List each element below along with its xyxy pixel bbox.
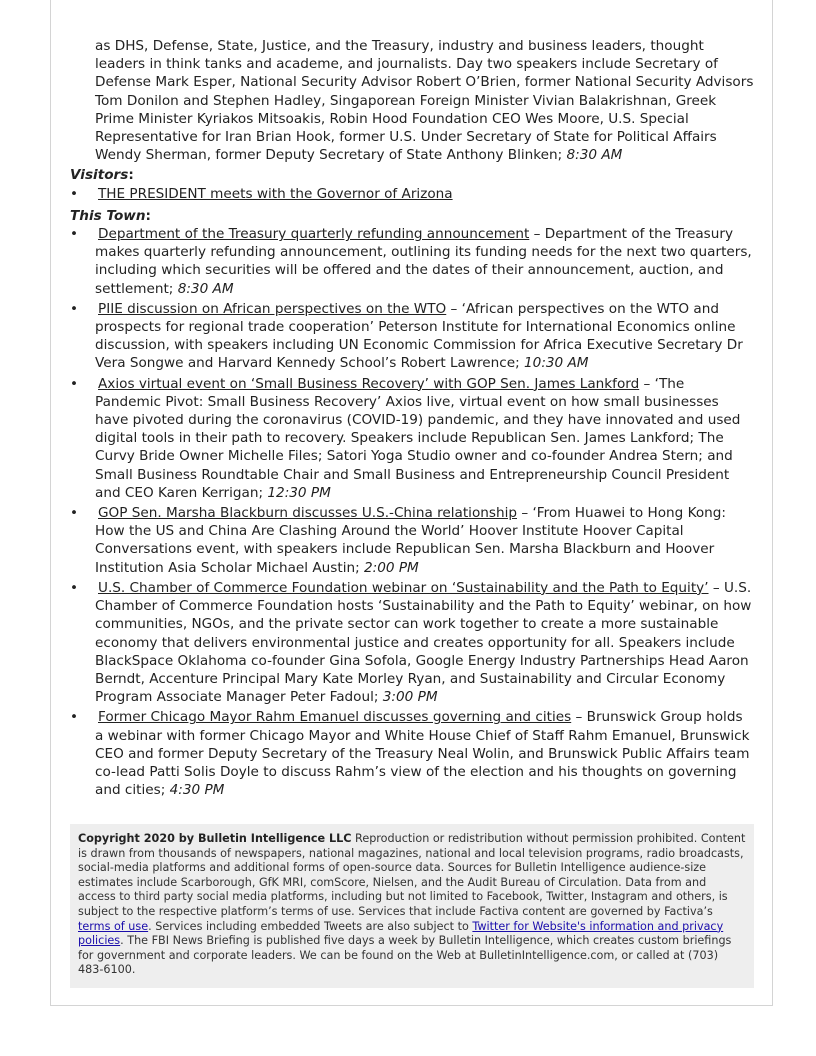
event-link[interactable]: Axios virtual event on ‘Small Business Recovery’ with GOP Sen. James Lankford	[98, 375, 640, 392]
event-time: 3:00 PM	[382, 689, 438, 706]
event-description: – ‘The Pandemic Pivot: Small Business Recovery’ Axios live, virtual event on how small businesses have pivoted during the coronavirus (COVID-19) pandemic, and they have innovated and used digital tools in their path to recovery. Speakers include Republican Sen. James Lankford; The Curvy Bride Owner Michelle Files; Satori Yoga Studio owner and co-founder Andrea Stern; and Small Business Roundtable Chair and Small Business and Entrepreneurship Council President and CEO Karen Kerrigan;	[95, 375, 741, 501]
list-item	[70, 375, 754, 502]
copyright-title: Copyright 2020 by Bulletin Intelligence LLC	[78, 832, 352, 845]
terms-of-use-link[interactable]: terms of use	[78, 919, 149, 933]
event-link[interactable]: PIIE discussion on African perspectives on the WTO	[98, 300, 447, 317]
this-town-heading: This Town:	[70, 207, 151, 224]
event-link[interactable]: GOP Sen. Marsha Blackburn discusses U.S.-China relationship	[98, 505, 517, 522]
event-description: – Brunswick Group holds a webinar with former Chicago Mayor and White House Chief of Staff Rahm Emanuel, Brunswick CEO and former Deputy Secretary of the Treasury Neal Wolin, and Brunswick Public Affairs team co-lead Patti Solis Doyle to discuss Rahm’s view of the election and his thoughts on governing and cities;	[95, 709, 750, 799]
copyright-text-1: Reproduction or redistribution without permission prohibited. Content is drawn from thousands of newspapers, national magazines, national and local television programs, radio broadcasts, social-media platforms and additional forms of open-source data. Sources for Bulletin Intelligence audience-size estimates include Scarborough, GfK MRI, comScore, Nielsen, and the Audit Bureau of Circulation. Data from and access to third party social media platforms, including but not limited to Facebook, Twitter, Instagram and others, is subject to the respective platform’s terms of use. Services that include Factiva content are governed by Factiva’s	[78, 832, 746, 918]
list-item	[70, 579, 754, 706]
list-item	[70, 185, 754, 203]
event-time: 4:30 PM	[169, 782, 225, 799]
visitor-link[interactable]: THE PRESIDENT meets with the Governor of Arizona	[98, 185, 453, 202]
visitors-list	[70, 185, 754, 203]
event-time: 10:30 AM	[524, 355, 589, 372]
event-description: – ‘African perspectives on the WTO and prospects for regional trade cooperation’ Peterson Institute for International Economics online discussion, with speakers including UN Economic Commission for Africa Executive Secretary Dr Vera Songwe and Harvard Kennedy School’s Robert Lawrence;	[95, 300, 743, 372]
event-time: 2:00 PM	[364, 559, 419, 576]
briefing-content	[70, 37, 754, 801]
intro-time: 8:30 AM	[566, 147, 623, 164]
copyright-text-2: . Services including embedded Tweets are also subject to	[148, 919, 473, 933]
event-link[interactable]: U.S. Chamber of Commerce Foundation webinar on ‘Sustainability and the Path to Equity’	[98, 579, 709, 596]
event-link[interactable]: Department of the Treasury quarterly refunding announcement	[98, 226, 530, 243]
event-description: – Department of the Treasury makes quarterly refunding announcement, outlining its funding needs for the next two quarters, including which securities will be offered and the dates of their announcement, auction, and settlement;	[95, 226, 752, 297]
event-time: 8:30 AM	[177, 280, 234, 297]
intro-text: as DHS, Defense, State, Justice, and the Treasury, industry and business leaders, thought leaders in think tanks and academe, and journalists. Day two speakers include Secretary of Defense Mark Esper, National Security Advisor Robert O’Brien, former National Security Advisors Tom Donilon and Stephen Hadley, Singaporean Foreign Minister Vivian Balakrishnan, Greek Prime Minister Kyriakos Mitsoakis, Robin Hood Foundation CEO Wes Moore, U.S. Special Representative for Iran Brian Hook, former U.S. Under Secretary of State for Political Affairs Wendy Sherman, former Deputy Secretary of State Anthony Blinken;	[95, 38, 754, 164]
visitors-heading: Visitors:	[70, 167, 134, 184]
copyright-box	[70, 824, 754, 988]
intro-paragraph	[95, 37, 754, 164]
list-item	[70, 300, 754, 373]
list-item	[70, 504, 754, 577]
event-description: – U.S. Chamber of Commerce Foundation hosts ‘Sustainability and the Path to Equity’ webinar, on how communities, NGOs, and the private sector can work together to create a more sustainable economy that delivers environmental justice and creates opportunity for all. Speakers include BlackSpace Oklahoma co-founder Gina Sofola, Google Energy Industry Partnerships Head Aaron Berndt, Accenture Principal Mary Kate Morley Ryan, and Sustainability and Circular Economy Program Associate Manager Peter Fadoul;	[95, 579, 752, 706]
this-town-list	[70, 225, 754, 799]
event-link[interactable]: Former Chicago Mayor Rahm Emanuel discusses governing and cities	[98, 709, 572, 726]
event-time: 12:30 PM	[267, 484, 331, 501]
list-item	[70, 708, 754, 799]
twitter-policy-link[interactable]: Twitter for Website's information and privacy policies	[78, 919, 724, 948]
list-item	[70, 225, 754, 298]
event-description: – ‘From Huawei to Hong Kong: How the US and China Are Clashing Around the World’ Hoover Institute Hoover Capital Conversations event, with speakers include Republican Sen. Marsha Blackburn and Hoover Institution Asia Scholar Michael Austin;	[95, 505, 726, 576]
copyright-text-3: . The FBI News Briefing is published five days a week by Bulletin Intelligence, which creates custom briefings for government and corporate leaders. We can be found on the Web at BulletinIntelligence.com, or called at (703) 483-6100.	[78, 934, 732, 977]
